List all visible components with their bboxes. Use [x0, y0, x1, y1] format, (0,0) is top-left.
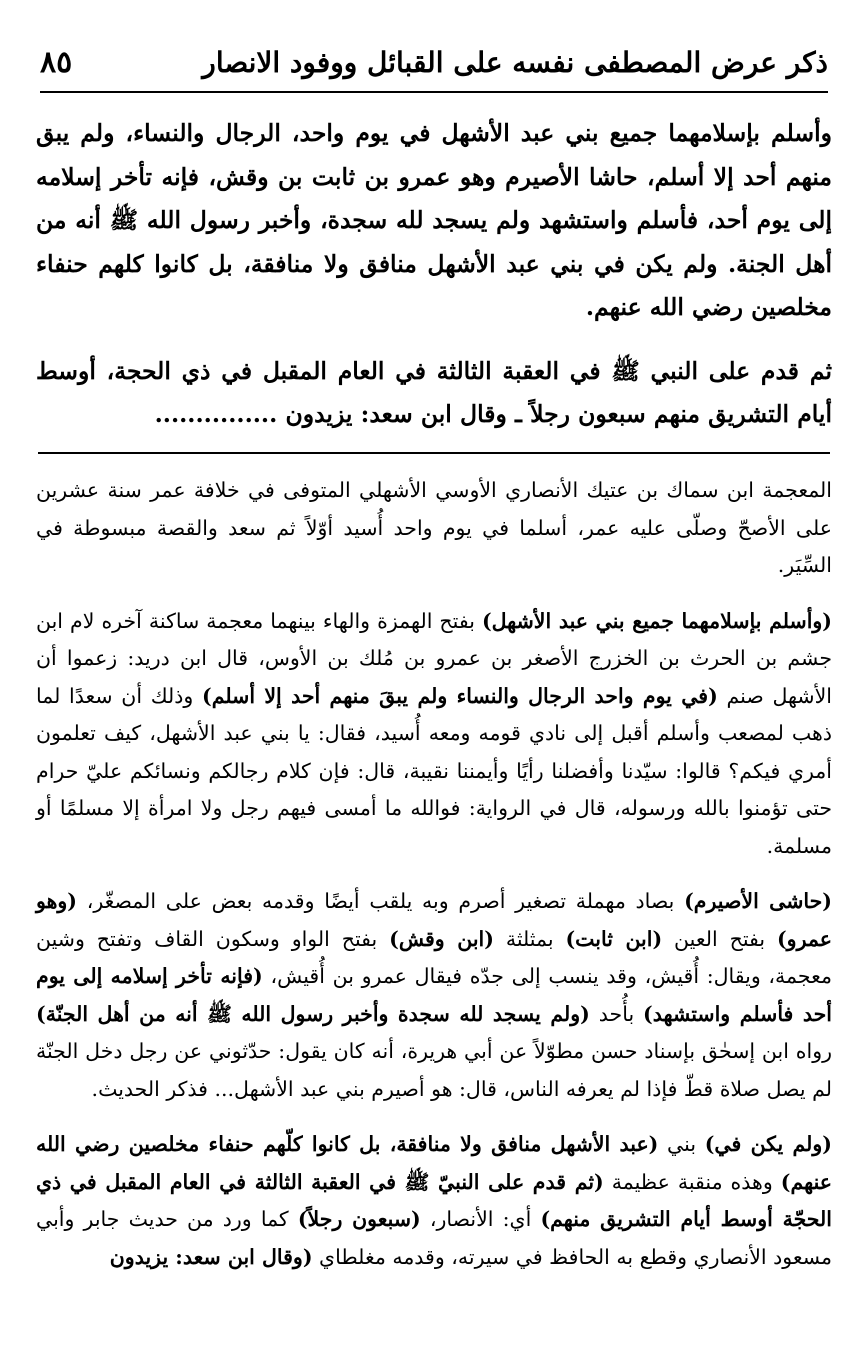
- commentary-text: بأُحد: [589, 1001, 644, 1026]
- quoted-phrase: (ابن ثابت): [565, 926, 663, 951]
- quoted-phrase: (ولم يسجد لله سجدة وأخبر رسول الله ﷺ أنه من أهل الجنّة): [36, 1001, 590, 1026]
- commentary-text: أي: الأنصار،: [420, 1207, 541, 1231]
- main-paragraph-2: ثم قدم على النبي ﷺ في العقبة الثالثة في العام المقبل في ذي الحجة، أوسط أيام التشريق منهم سبعون رجلاً ـ وقال ابن سعد: يزيدون ...............: [36, 356, 832, 428]
- main-text: [36, 112, 832, 437]
- quoted-phrase: (ولم يكن في): [704, 1132, 832, 1156]
- header-rule: [40, 91, 828, 93]
- commentary-paragraph-3: [36, 883, 832, 1108]
- commentary: [36, 472, 832, 1276]
- quoted-phrase: (ثم قدم على النبيّ ﷺ في العقبة الثالثة في العام المقبل في ذي الحجّة أوسط أيام التشريق منهم): [36, 1169, 832, 1231]
- commentary-text: بفتح الهمزة والهاء بينهما معجمة ساكنة آخره لام ابن جشم بن الحرث بن الخزرج الأصغر بن عمرو بن مُلك بن الأوس، قال ابن دريد: زعموا أن الأشهل صنم: [36, 608, 832, 708]
- quoted-phrase: (في يوم واحد الرجال والنساء ولم يبقَ منهم أحد إلا أسلم): [202, 683, 718, 708]
- commentary-divider: [38, 452, 830, 454]
- quoted-phrase: (حاشى الأصيرم): [684, 889, 832, 913]
- commentary-text: بفتح الواو وسكون القاف وتفتح وشين معجمة، ويقال: أُقيش، وقد ينسب إلى جدّه فيقال عمرو بن أُقيش،: [36, 926, 832, 988]
- quoted-phrase: (وقال ابن سعد: يزيدون: [109, 1244, 313, 1269]
- commentary-text: وذلك أن سعدًا لما ذهب لمصعب وأسلم أقبل إلى نادي قومه ومعه أُسيد، فقال: يا بني عبد الأشهل، كيف تعلمون أمري فيكم؟ قالوا: سيّدنا وأفضلنا رأيًا وأيمننا نقيبة، قال: فإن كلام رجالكم ونسائكم عليّ حرام حتى تؤمنوا بالله ورسوله، قال في الرواية: فوالله ما أمسى فيهم رجل ولا امرأة إلا مسلمًا أو مسلمة.: [36, 683, 832, 858]
- commentary-text: بني: [658, 1132, 705, 1156]
- running-title: ذكر عرض المصطفى نفسه على القبائل ووفود الانصار: [202, 45, 828, 79]
- page-header: [40, 38, 828, 86]
- commentary-paragraph-4: [36, 1126, 832, 1276]
- page-number: ٨٥: [40, 44, 73, 80]
- commentary-paragraph-1: المعجمة ابن سماك بن عتيك الأنصاري الأوسي الأشهلي المتوفى في خلافة عمر سنة عشرين على الأصحّ وصلّى عليه عمر، أسلما في يوم واحد أُسيد أوّلاً ثم سعد والقصة مبسوطة في السِّيَر.: [36, 478, 832, 577]
- quoted-phrase: (فإنه تأخر إسلامه إلى يوم أحد فأسلم واستشهد): [36, 964, 832, 1026]
- commentary-paragraph-2: [36, 603, 832, 866]
- quoted-phrase: (عبد الأشهل منافق ولا منافقة، بل كانوا كلّهم حنفاء مخلصين رضي الله عنهم): [36, 1132, 832, 1194]
- quoted-phrase: (ابن وقش): [389, 926, 494, 951]
- commentary-text: كما ورد من حديث جابر وأبي مسعود الأنصاري وقطع به الحافظ في سيرته، وقدمه مغلطاي: [36, 1207, 832, 1269]
- commentary-text: وهذه منقبة عظيمة: [603, 1169, 781, 1194]
- quoted-phrase: (سبعون رجلاً): [297, 1207, 421, 1231]
- commentary-text: بمثلثة: [493, 926, 566, 951]
- commentary-text: رواه ابن إسحٰق بإسناد حسن مطوّلاً عن أبي هريرة، أنه كان يقول: حدّثوني عن رجل دخل الجنّة لم يصل صلاة قطّ فإذا لم يعرفه الناس، قال: هو أصيرم بني عبد الأشهل... فذكر الحديث.: [36, 1039, 832, 1101]
- main-paragraph-1: وأسلم بإسلامهما جميع بني عبد الأشهل في يوم واحد، الرجال والنساء، ولم يبق منهم أحد إلا أسلم، حاشا الأصيرم وهو عمرو بن ثابت بن وقش، فإنه تأخر إسلامه إلى يوم أحد، فأسلم واستشهد ولم يسجد لله سجدة، وأخبر رسول الله ﷺ أنه من أهل الجنة. ولم يكن في بني عبد الأشهل منافق ولا منافقة، بل كانوا كلهم حنفاء مخلصين رضي الله عنهم.: [36, 119, 832, 321]
- quoted-phrase: (وهو عمرو): [36, 889, 832, 951]
- commentary-text: بصاد مهملة تصغير أصرم وبه يلقب أيضًا وقدمه بعض على المصغّر،: [77, 889, 685, 913]
- quoted-phrase: (وأسلم بإسلامهما جميع بني عبد الأشهل): [481, 608, 832, 633]
- commentary-text: بفتح العين: [662, 926, 777, 951]
